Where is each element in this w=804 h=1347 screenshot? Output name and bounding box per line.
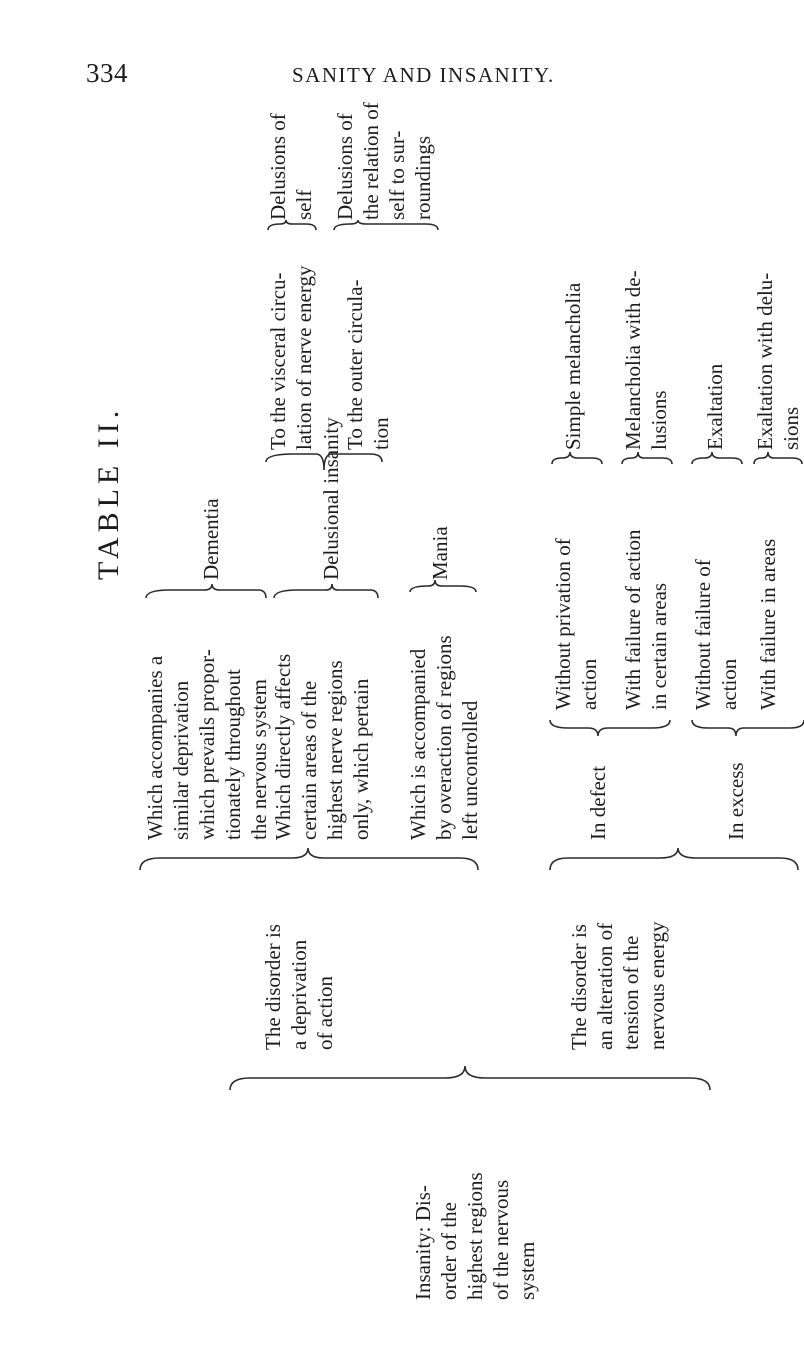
in-excess: In excess (724, 762, 748, 840)
visceral-circulation: To the visceral circu- lation of nerve energy (266, 265, 316, 450)
dementia: Dementia (199, 498, 223, 580)
running-head: SANITY AND INSANITY. (292, 63, 555, 87)
dementia-condition: Which accompanies a similar deprivation which prevails propor- tionately throughout the nervous system (143, 649, 271, 840)
root-insanity: Insanity: Dis- order of the highest regions of the nervous system (411, 1172, 539, 1300)
melancholia-with-delusions: Melancholia with de- lusions (621, 270, 671, 450)
outer-circulation: To the outer circula- tion (343, 279, 393, 450)
exaltation-with-delusions: Exaltation with delu- sions (753, 272, 803, 450)
delusional-condition: Which directly affects certain areas of the highest nerve regions only, which pertain (271, 653, 373, 840)
simple-melancholia: Simple melancholia (561, 282, 585, 450)
with-failure-in-areas: With failure in areas (756, 538, 780, 710)
branch-alteration-label: The disorder is an alteration of tension of the nervous energy (567, 921, 669, 1050)
exaltation: Exaltation (703, 363, 727, 450)
delusions-of-relation: Delusions of the relation of self to sur- roundings (333, 102, 435, 220)
delusional-insanity: Delusional insanity (319, 417, 343, 580)
delusions-of-self: Delusions of self (266, 113, 316, 220)
without-failure: Without failure of action (691, 559, 741, 710)
rotated-table (80, 100, 803, 1300)
page-number: 334 (86, 58, 128, 88)
without-privation: Without privation of action (551, 538, 601, 710)
branch-deprivation-label: The disorder is a deprivation of action (261, 924, 337, 1050)
in-defect: In defect (586, 765, 610, 840)
table-title: TABLE II. (92, 405, 125, 580)
brace-lines (80, 100, 800, 1300)
mania: Mania (428, 526, 452, 580)
mania-condition: Which is accompanied by overaction of regions left uncontrolled (406, 635, 482, 840)
with-failure-areas: With failure of action in certain areas (621, 529, 671, 710)
